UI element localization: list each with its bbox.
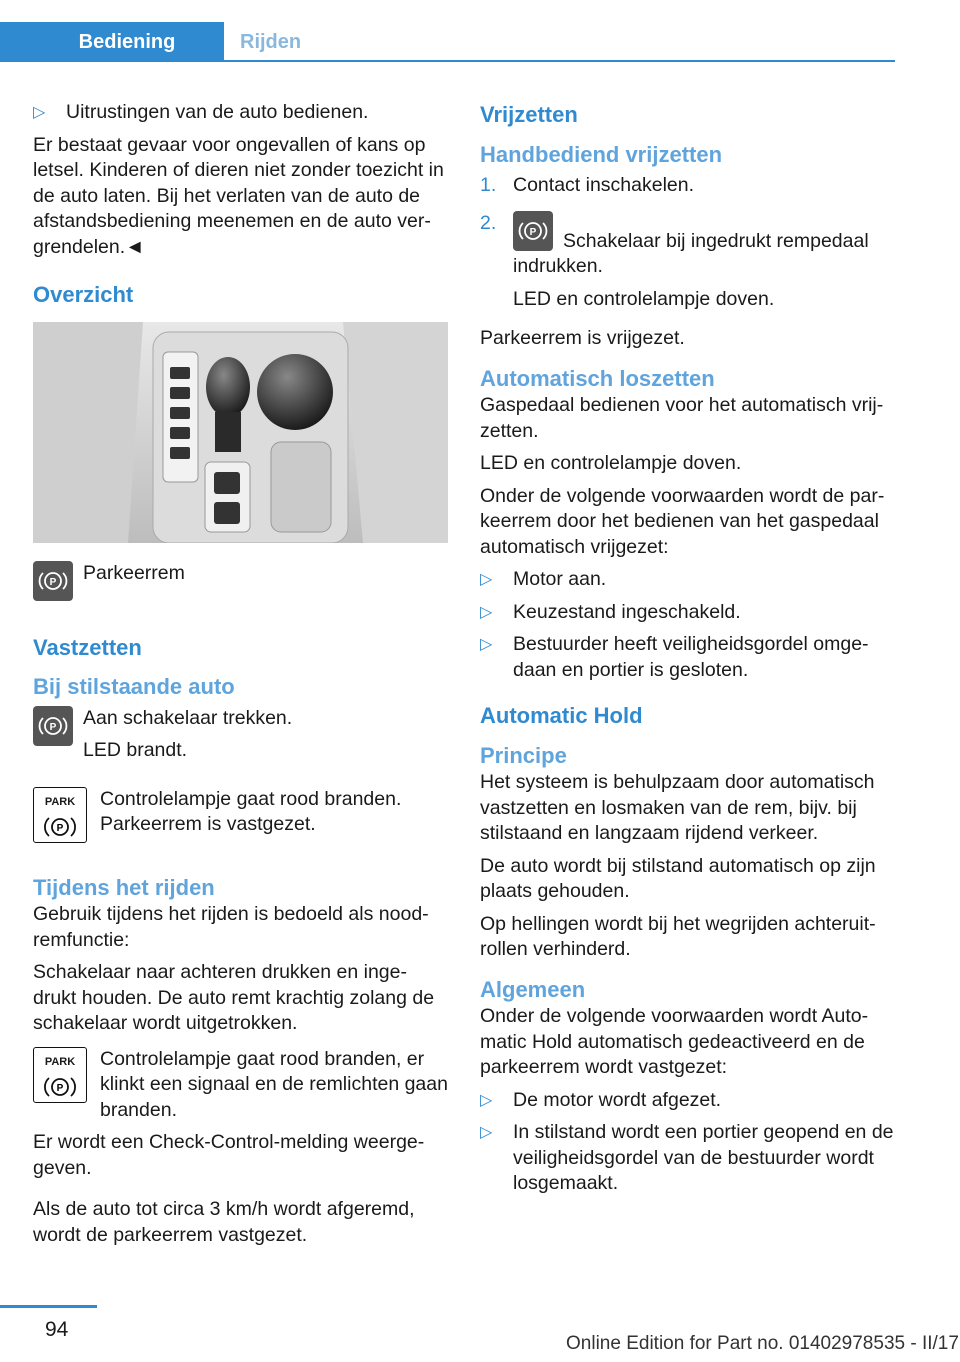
parking-brake-button-icon <box>33 706 73 746</box>
triangle-bullet-icon: ▷ <box>480 571 493 588</box>
svg-text:P: P <box>49 721 57 733</box>
triangle-bullet-icon: ▷ <box>480 636 493 653</box>
caption-parkeerrem: Parkeerrem <box>83 561 185 584</box>
parking-brake-button-icon <box>513 211 553 251</box>
list-item: ▷ Uitrustingen van de auto bedienen. <box>33 100 448 126</box>
console-photo <box>33 322 448 543</box>
park-indicator-icon: PARK P <box>33 787 87 843</box>
header-rule <box>0 60 895 62</box>
heading-automatic-hold: Automatic Hold <box>480 703 643 728</box>
heading-tijdens-rijden: Tijdens het rijden <box>33 874 215 900</box>
footer-rule <box>0 1305 97 1308</box>
left-column: ▷ Uitrustingen van de auto bedienen. Er bestaat gevaar voor ongevallen of kans op letsel. Kinderen of dieren niet zonder toezicht in de auto laten. Bij het verlaten van de auto de afstandsbediening meenemen en de auto ver‐ grendelen.◄ Overzicht P Parkeerrem Vastzetten Bij stilstaande auto P Aan schakelaar trekken. LED brandt. PARK P Controlelampje gaat rood branden. Parkeerrem is vastgezet. Tijdens het rijden Gebruik tijdens het rijden is bedoeld als nood‐ remfunctie: Schakelaar naar achteren drukken en inge‐ drukt houden. De auto remt krachtig zolang de schakelaar wordt uitgetrokken. PARK P Controlelampje gaat rood branden, er klinkt een signaal en de remlichten gaan branden. Er wordt een Check-Control-melding weerge‐ geven. Als de auto tot circa 3 km/h wordt afgeremd, wordt de parkeerrem vastgezet. <box>33 101 448 1246</box>
list-item: 2. P Schakelaar bij ingedrukt rempedaal indrukken. LED en controlelampje doven. <box>480 211 869 310</box>
triangle-bullet-icon: ▷ <box>33 104 46 121</box>
svg-text:P: P <box>49 576 57 588</box>
heading-stilstaande-auto: Bij stilstaande auto <box>33 674 235 699</box>
park-indicator-icon: PARK P <box>33 1047 87 1103</box>
heading-vastzetten: Vastzetten <box>33 634 142 660</box>
heading-vrijzetten: Vrijzetten <box>480 102 578 127</box>
svg-text:P: P <box>529 226 537 238</box>
header-tabs <box>0 22 895 62</box>
tab-bediening[interactable]: Bediening <box>0 22 224 62</box>
edition-text: Online Edition for Part no. 01402978535 - II/17 <box>566 1333 959 1354</box>
right-column: Vrijzetten Handbediend vrijzetten 1. Contact inschakelen. 2. P Schakelaar bij ingedrukt rempedaal indrukken. LED en controlelampje doven. Parkeerrem is vrijgezet. Automatisch loszetten Gaspedaal bedienen voor het automatisch vrij‐ zetten. LED en controlelampje doven. Onder de volgende voorwaarden wordt de par‐ keerrem door het bedienen van het gaspedaal automatisch vrijgezet: ▷ Motor aan. ▷ Keuzestand ingeschakeld. ▷ Bestuurder heeft veiligheidsgordel omge‐ daan en portier is gesloten. Automatic Hold Principe Het systeem is behulpzaam door automatisch vastzetten en losmaken van de rem, bijv. bij stilstaand en langzaam rijdend verkeer. De auto wordt bij stilstand automatisch op zijn plaats gehouden. Op hellingen wordt bij het wegrijden achteruit‐ rollen verhinderd. Algemeen Onder de volgende voorwaarden wordt Auto‐ matic Hold automatisch gedeactiveerd en de parkeerrem wordt vastgezet: ▷ De motor wordt afgezet. ▷ In stilstand wordt een portier geopend en de veiligheidsgordel van de bestuurder wordt losgemaakt. <box>480 100 895 1204</box>
list-item: ▷ De motor wordt afgezet. <box>480 1088 895 1114</box>
heading-principe: Principe <box>480 742 567 768</box>
heading-handbediend: Handbediend vrijzetten <box>480 141 723 167</box>
warning-text: Er bestaat gevaar voor ongevallen of kans op letsel. Kinderen of dieren niet zonder toezicht in de auto laten. Bij het verlaten van de auto de afstandsbediening meenemen en de auto ver‐ grendelen.◄ <box>33 133 444 258</box>
list-item: ▷ In stilstand wordt een portier geopend en de veiligheidsgordel van de bestuurder wordt losgemaakt. <box>480 1120 895 1197</box>
list-item: 1. Contact inschakelen. <box>480 174 695 196</box>
heading-overzicht: Overzicht <box>33 282 134 307</box>
triangle-bullet-icon: ▷ <box>480 1091 493 1109</box>
parking-brake-button-icon <box>33 561 73 601</box>
page-number: 94 <box>45 1318 69 1341</box>
svg-text:P: P <box>56 823 64 835</box>
tab-rijden[interactable]: Rijden <box>240 31 302 53</box>
list-item: ▷ Motor aan. <box>480 567 895 593</box>
heading-automatisch-loszetten: Automatisch loszetten <box>480 365 715 391</box>
triangle-bullet-icon: ▷ <box>480 1124 493 1141</box>
heading-algemeen: Algemeen <box>480 976 586 1002</box>
list-item: ▷ Bestuurder heeft veiligheidsgordel omge‐ daan en portier is gesloten. <box>480 632 895 683</box>
svg-text:P: P <box>56 1083 64 1095</box>
triangle-bullet-icon: ▷ <box>480 603 493 621</box>
list-item: ▷ Keuzestand ingeschakeld. <box>480 600 895 626</box>
